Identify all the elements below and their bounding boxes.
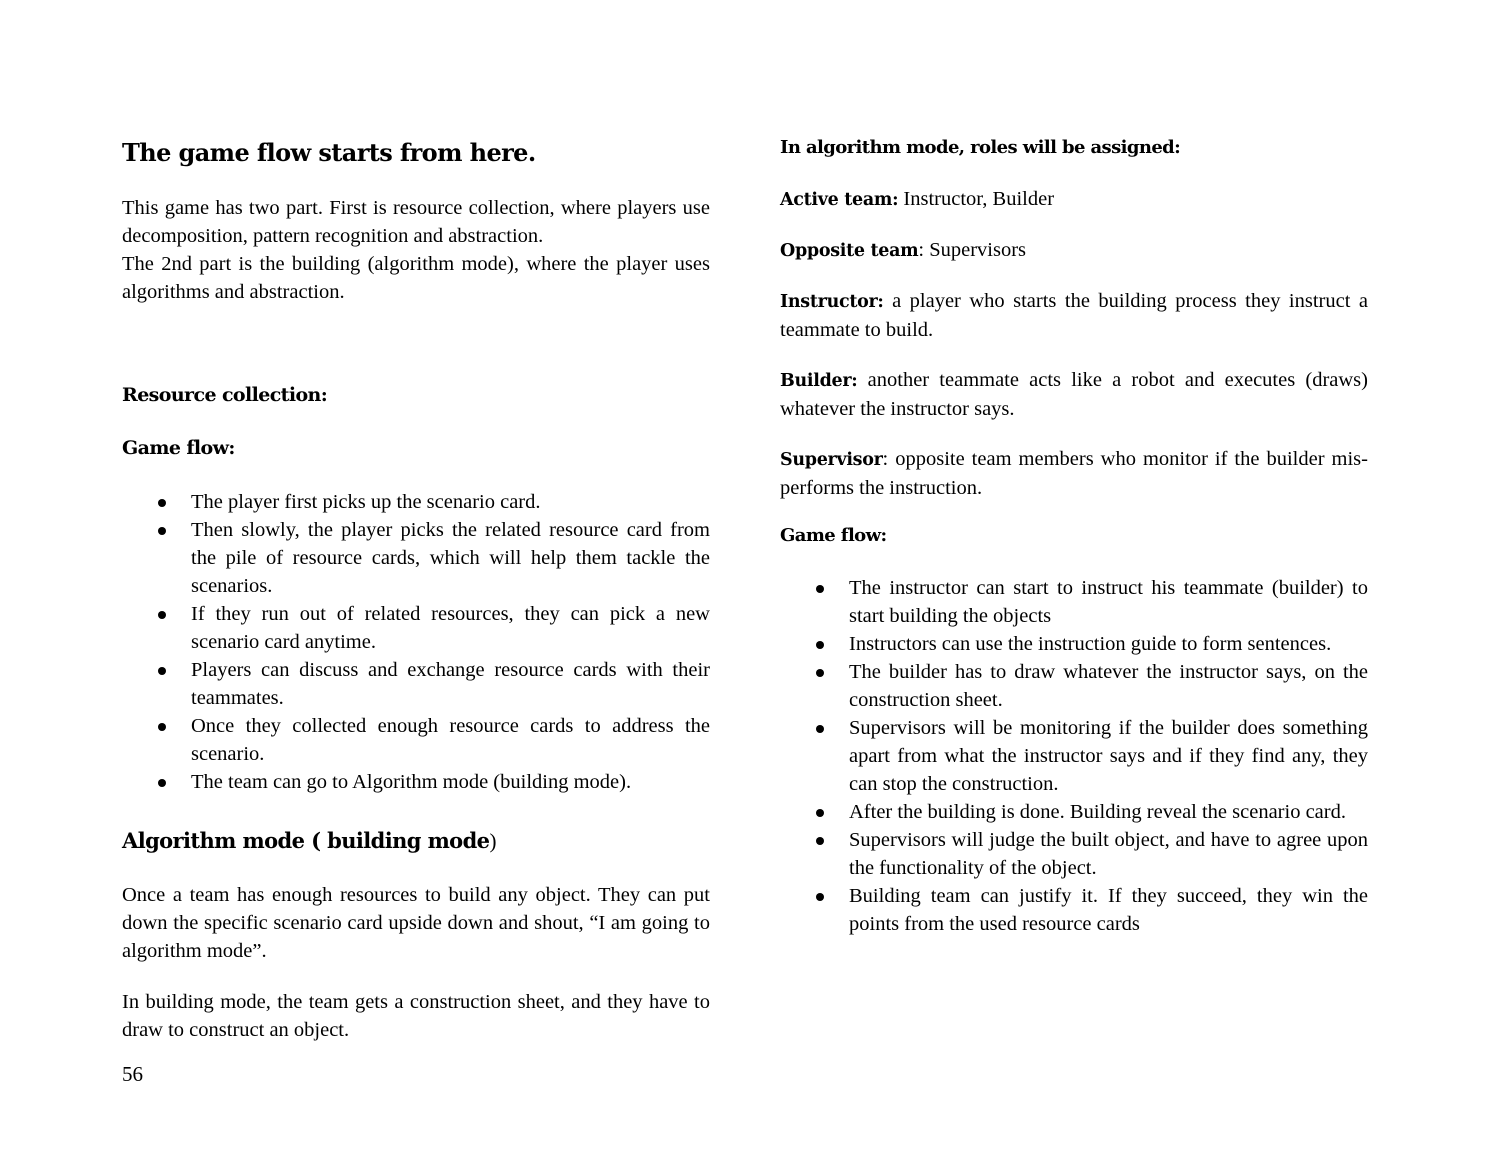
list-item: Instructors can use the instruction guide to form sentences. xyxy=(780,630,1368,658)
builder-label: Builder: xyxy=(780,371,858,391)
bullet-icon xyxy=(816,725,824,733)
bullet-icon xyxy=(816,809,824,817)
bullet-icon xyxy=(158,779,166,787)
building-bullet-list xyxy=(780,574,1368,938)
resource-bullet-list xyxy=(122,488,710,796)
bullet-icon xyxy=(158,499,166,507)
bullet-icon xyxy=(158,723,166,731)
instructor-definition: Instructor: a player who starts the building process they instruct a teammate to build. xyxy=(780,290,1368,341)
bullet-icon xyxy=(816,585,824,593)
active-team-label: Active team: xyxy=(780,190,899,210)
bullet-icon xyxy=(158,611,166,619)
algorithm-mode-heading: Algorithm mode ( building mode) xyxy=(122,828,496,853)
opposite-team-line: Opposite team: Supervisors xyxy=(780,239,1026,261)
bullet-icon xyxy=(816,837,824,845)
intro-line-2: The 2nd part is the building (algorithm mode), where the player uses algorithms and abstraction. xyxy=(122,253,710,303)
opposite-team-label: Opposite team xyxy=(780,241,919,261)
instructor-label: Instructor: xyxy=(780,292,884,312)
list-item: The player first picks up the scenario card. xyxy=(122,488,710,516)
list-item: The team can go to Algorithm mode (building mode). xyxy=(122,768,710,796)
bullet-icon xyxy=(816,669,824,677)
intro-paragraph xyxy=(122,194,710,306)
bullet-icon xyxy=(158,667,166,675)
bullet-icon xyxy=(816,893,824,901)
algorithm-paragraph-2: In building mode, the team gets a construction sheet, and they have to draw to construct an object. xyxy=(122,991,710,1041)
list-item: If they run out of related resources, they can pick a new scenario card anytime. xyxy=(122,600,710,656)
list-item: The instructor can start to instruct his teammate (builder) to start building the objects xyxy=(780,574,1368,630)
list-item: Once they collected enough resource cards to address the scenario. xyxy=(122,712,710,768)
game-flow-heading-right: Game flow: xyxy=(780,525,887,546)
bullet-icon xyxy=(158,527,166,535)
list-item: After the building is done. Building reveal the scenario card. xyxy=(780,798,1368,826)
game-flow-heading-left: Game flow: xyxy=(122,437,235,459)
list-item: Supervisors will judge the built object, and have to agree upon the functionality of the object. xyxy=(780,826,1368,882)
list-item: Building team can justify it. If they succeed, they win the points from the used resource cards xyxy=(780,882,1368,938)
active-team-line: Active team: Instructor, Builder xyxy=(780,188,1055,210)
list-item: Supervisors will be monitoring if the builder does something apart from what the instructor says and if they find any, they can stop the construction. xyxy=(780,714,1368,798)
page-title: The game flow starts from here. xyxy=(122,138,536,167)
supervisor-definition: Supervisor: opposite team members who monitor if the builder mis-performs the instruction. xyxy=(780,448,1368,499)
builder-definition: Builder: another teammate acts like a robot and executes (draws) whatever the instructor says. xyxy=(780,369,1368,420)
list-item: Players can discuss and exchange resource cards with their teammates. xyxy=(122,656,710,712)
resource-collection-heading: Resource collection: xyxy=(122,384,328,406)
roles-heading: In algorithm mode, roles will be assigned: xyxy=(780,137,1181,158)
algorithm-paragraph-1: Once a team has enough resources to build any object. They can put down the specific scenario card upside down and shout, “I am going to algorithm mode”. xyxy=(122,884,710,962)
list-item: Then slowly, the player picks the related resource card from the pile of resource cards, which will help them tackle the scenarios. xyxy=(122,516,710,600)
intro-line-1: This game has two part. First is resource collection, where players use decomposition, pattern recognition and abstraction. xyxy=(122,197,710,247)
page-number: 56 xyxy=(122,1062,143,1086)
supervisor-label: Supervisor xyxy=(780,450,883,470)
list-item: The builder has to draw whatever the instructor says, on the construction sheet. xyxy=(780,658,1368,714)
bullet-icon xyxy=(816,641,824,649)
